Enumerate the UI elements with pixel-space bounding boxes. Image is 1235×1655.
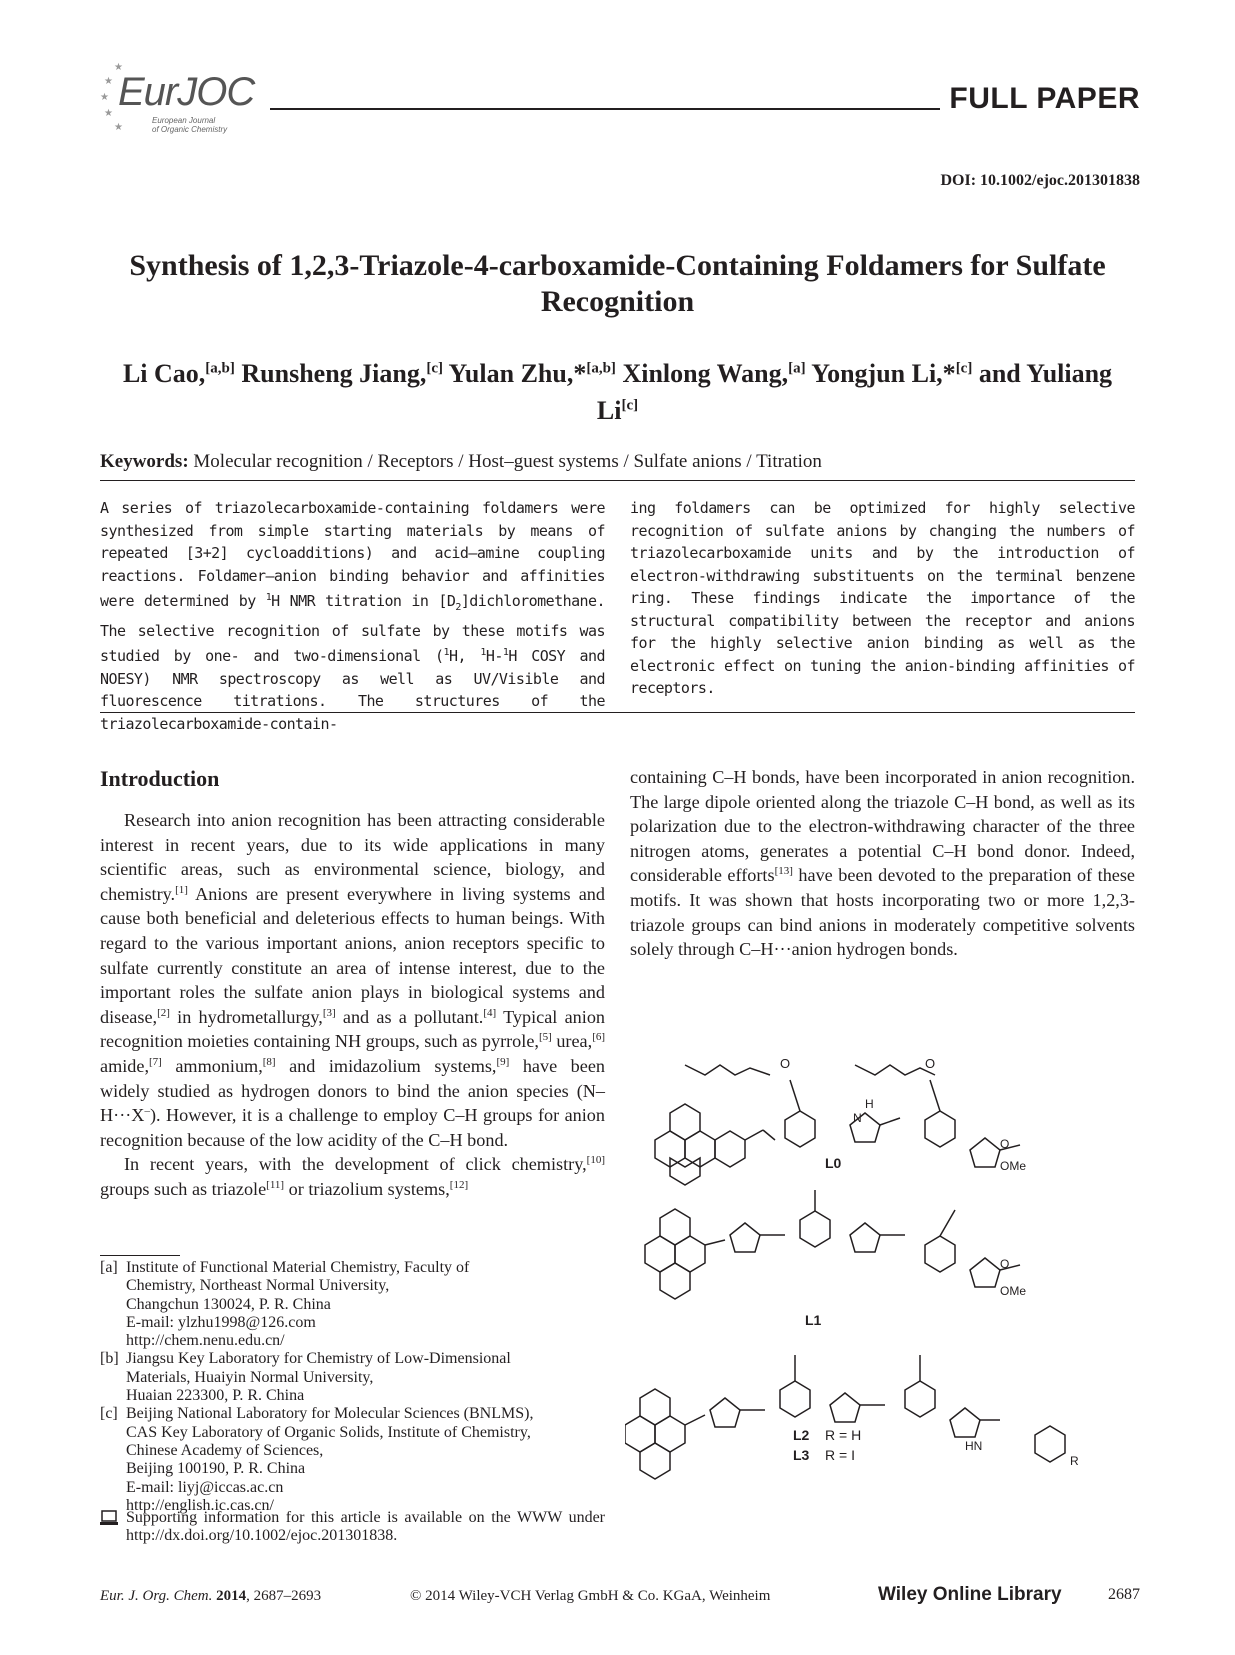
compound-label-l2: L2: [793, 1427, 810, 1443]
structure-scheme: [625, 1040, 1145, 1560]
keywords-text: Molecular recognition / Receptors / Host–guest systems / Sulfate anions / Titration: [193, 451, 822, 472]
logo-subtitle: European Journal: [152, 116, 216, 125]
compound-label-l3: L3: [793, 1447, 810, 1463]
r-group-l3: R = I: [825, 1447, 855, 1463]
affiliations: [100, 1259, 605, 1515]
atom-label: R: [1070, 1454, 1079, 1468]
page-number: 2687: [1108, 1586, 1140, 1603]
r-group-l2: R = H: [825, 1427, 862, 1443]
abstract-right: ing foldamers can be optimized for highly selective recognition of sulfate anions by changing the numbers of triazolecarboxamide units and by the introduction of electron-withdrawing substituents on the terminal benzene ring. These findings indicate the importance of the structural compatibility between the receptor and anions for the highly selective anion binding as well as the electronic effect on tuning the anion-binding affinities of receptors.: [630, 499, 1135, 697]
supporting-info: Supporting information for this article is available on the WWW under http://dx.doi.org/10.1002/ejoc.201301838.: [100, 1509, 605, 1546]
wiley-online-library-logo: Wiley Online Library: [878, 1584, 1062, 1605]
atom-label: H: [865, 1097, 874, 1111]
header-rule: [270, 108, 940, 110]
atom-label: OMe: [1000, 1159, 1027, 1173]
copyright: © 2014 Wiley-VCH Verlag GmbH & Co. KGaA, Weinheim: [410, 1588, 771, 1604]
author: Li Cao,[a,b]: [122, 358, 235, 388]
abstract-left: A series of triazolecarboxamide-containing foldamers were synthesized from simple starting materials by means of repeated [3+2] cycloadditions) and acid–amine coupling reactions. Foldamer–anion binding behavior and affinities were determined by $^1$H NMR titration in $[D_2]dichloromethane$. The selective recognition of sulfate by these motifs was studied by one- and two-dimensional ($^1$H, $^1$H-$^1$H COSY and NOESY) NMR spectroscopy as well as UV/Visible and fluorescence titrations. The structures of the triazolecarboxamide-contain-: [100, 499, 605, 733]
svg-text:★: ★: [114, 62, 123, 73]
atom-label: O: [1000, 1137, 1010, 1151]
body-column-left: [100, 808, 605, 1202]
paragraph: In recent years, with the development of click chemistry,[10] groups such as triazole[11] or triazolium systems,[12]: [100, 1154, 605, 1199]
affiliation: [a] Institute of Functional Material Chemistry, Faculty of Chemistry, Northeast Normal University, Changchun 130024, P. R. China E-mail: ylzhu1998@126.com http://chem.nenu.edu.cn/: [100, 1259, 470, 1350]
paragraph: Research into anion recognition has been attracting considerable interest in recent years, due to its wide applications in many scientific areas, such as environmental science, biology, and chemistry.[1] Anions are present everywhere in living systems and cause both beneficial and deleterious effects to human beings. With regard to the various important anions, anion receptors specific to sulfate currently constitute an area of intense interest, due to the important roles the sulfate anion plays in biological systems and disease,[2] in hydrometallurgy,[3] and as a pollutant.[4] Typical anion recognition moieties containing NH groups, such as pyrrole,[5] urea,[6] amide,[7] ammonium,[8] and imidazolium systems,[9] have been widely studied as hydrogen donors to bind the anion species (N–H···X–). However, it is a challenge to employ C–H groups for anion recognition because of the low acidity of the C–H bond.: [100, 810, 606, 1150]
structure-l1: [645, 1190, 1020, 1299]
author: Runsheng Jiang,[c]: [241, 358, 443, 388]
journal-logo: [100, 58, 260, 138]
author: Yulan Zhu,*[a,b]: [448, 358, 616, 388]
divider: [100, 480, 1135, 481]
footnote-rule: [100, 1255, 180, 1256]
atom-label: O: [1000, 1257, 1010, 1271]
compound-label-l1: L1: [805, 1312, 822, 1328]
atom-label: N: [853, 1111, 862, 1125]
compound-label-l0: L0: [825, 1155, 842, 1171]
section-heading: Introduction: [100, 766, 220, 791]
affiliation: [b] Jiangsu Key Laboratory for Chemistry of Low-Dimensional Materials, Huaiyin Normal University, Huaian 223300, P. R. China: [100, 1350, 511, 1405]
divider: [100, 712, 1135, 713]
atom-label: O: [780, 1056, 791, 1071]
svg-text:★: ★: [114, 122, 123, 133]
keywords: [100, 451, 822, 473]
atom-label: OMe: [1000, 1284, 1027, 1298]
paragraph: containing C–H bonds, have been incorporated in anion recognition. The large dipole oriented along the triazole C–H bond, as well as its polarization due to the electron-withdrawing character of the three nitrogen atoms, generates a potential C–H bond donor. Indeed, considerable efforts[13] have been devoted to the preparation of these motifs. It was shown that hosts incorporating two or more 1,2,3-triazole groups can bind anions in moderately competitive solvents solely through C–H···anion hydrogen bonds.: [630, 767, 1136, 960]
affiliation: [c] Beijing National Laboratory for Molecular Sciences (BNLMS), CAS Key Laboratory of Organic Solids, Institute of Chemistry, Chinese Academy of Sciences, Beijing 100190, P. R. China E-mail: liyj@iccas.ac.cn http://english.ic.cas.cn/: [100, 1405, 534, 1514]
atom-label: HN: [965, 1439, 983, 1453]
svg-text:★: ★: [104, 76, 113, 87]
author: Yongjun Li,*[c]: [811, 358, 973, 388]
doi: DOI: 10.1002/ejoc.201301838: [940, 172, 1140, 189]
author-list: [100, 352, 1135, 427]
svg-text:★: ★: [104, 108, 113, 119]
computer-icon: [100, 1509, 126, 1546]
svg-text:★: ★: [100, 92, 109, 103]
citation: Eur. J. Org. Chem. 2014, 2687–2693: [100, 1588, 322, 1604]
paper-title: Synthesis of 1,2,3-Triazole-4-carboxamide-Containing Foldamers for Sulfate Recognition: [129, 249, 1106, 318]
author: Xinlong Wang,[a]: [622, 358, 806, 388]
logo-subtitle: of Organic Chemistry: [152, 125, 228, 134]
atom-label: O: [925, 1056, 936, 1071]
author: and Yuliang Li[c]: [596, 358, 1113, 426]
keywords-label: Keywords:: [100, 451, 189, 472]
logo-text: EurJOC: [118, 70, 255, 114]
section-label: FULL PAPER: [949, 82, 1140, 115]
body-column-right: [630, 765, 1135, 962]
